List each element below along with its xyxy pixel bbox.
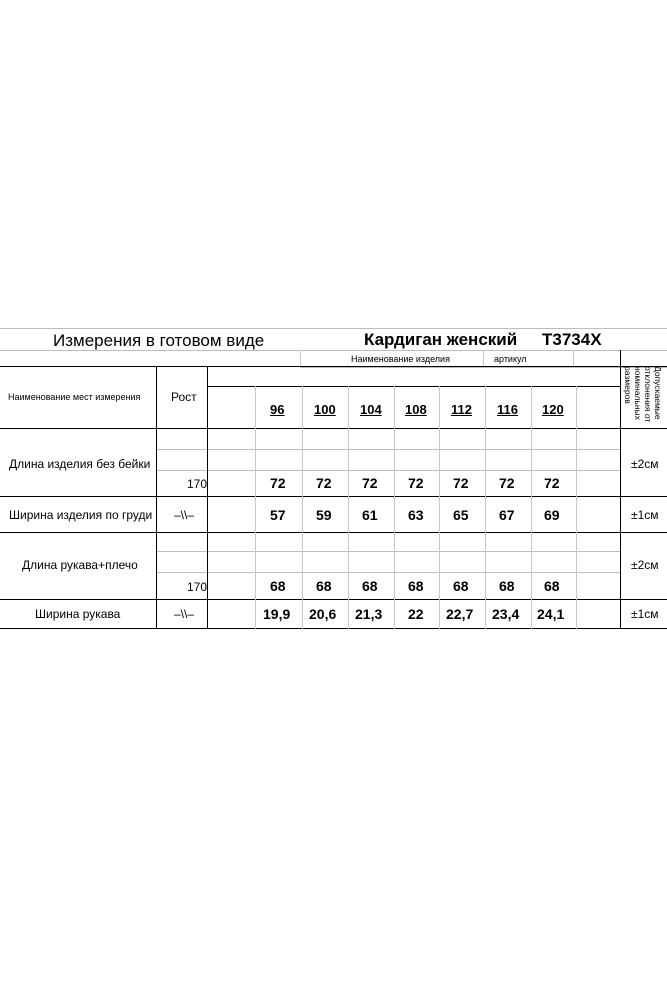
row-label: Длина изделия без бейки	[9, 457, 151, 471]
table-border	[0, 496, 667, 497]
value-cell: 24,1	[537, 606, 565, 622]
tolerance-cell: ±1см	[631, 607, 659, 621]
size-header: 100	[314, 402, 336, 417]
value-cell: 68	[408, 578, 424, 594]
table-border	[0, 366, 667, 367]
value-cell: 72	[544, 475, 560, 491]
size-header: 104	[360, 402, 382, 417]
height-cell: –\\–	[174, 607, 195, 621]
value-cell: 22,7	[446, 606, 474, 622]
size-header: 108	[405, 402, 427, 417]
tolerance-cell: ±1см	[631, 508, 659, 522]
value-cell: 72	[453, 475, 469, 491]
value-cell: 23,4	[492, 606, 520, 622]
column-header-measure: Наименование мест измерения	[8, 392, 141, 402]
article-code: Т3734Х	[542, 330, 602, 349]
table-border	[207, 386, 620, 387]
value-cell: 20,6	[309, 606, 337, 622]
sheet-title: Измерения в готовом виде	[53, 331, 265, 350]
value-cell: 65	[453, 507, 469, 523]
tolerance-cell: ±2см	[631, 558, 659, 572]
table-border	[620, 350, 621, 629]
table-border	[157, 572, 620, 573]
value-cell: 72	[270, 475, 286, 491]
table-border	[302, 386, 303, 629]
tolerance-cell: ±2см	[631, 457, 659, 471]
table-border	[0, 599, 667, 600]
table-border	[156, 366, 157, 629]
product-name-caption: Наименование изделия	[351, 354, 450, 364]
height-cell: 170	[187, 477, 208, 491]
value-cell: 59	[316, 507, 332, 523]
height-cell: 170	[187, 580, 208, 594]
value-cell: 68	[270, 578, 286, 594]
table-border	[348, 386, 349, 629]
value-cell: 22	[408, 606, 424, 622]
table-border	[0, 532, 667, 533]
height-cell: –\\–	[174, 508, 195, 522]
value-cell: 68	[544, 578, 560, 594]
product-name: Кардиган женский	[364, 330, 518, 349]
value-cell: 57	[270, 507, 286, 523]
value-cell: 21,3	[355, 606, 383, 622]
table-border	[0, 428, 667, 429]
size-header: 120	[542, 402, 564, 417]
value-cell: 72	[408, 475, 424, 491]
grid-line	[0, 328, 667, 329]
value-cell: 69	[544, 507, 560, 523]
table-border	[255, 386, 256, 629]
grid-line	[573, 350, 574, 367]
row-label: Ширина изделия по груди	[9, 508, 153, 522]
value-cell: 72	[499, 475, 515, 491]
value-cell: 72	[362, 475, 378, 491]
value-cell: 19,9	[263, 606, 291, 622]
value-cell: 68	[316, 578, 332, 594]
table-border	[0, 628, 667, 629]
value-cell: 72	[316, 475, 332, 491]
column-header-height: Рост	[171, 390, 197, 404]
row-label: Длина рукава+плечо	[22, 558, 138, 572]
size-header: 112	[451, 402, 472, 417]
row-label: Ширина рукава	[35, 607, 121, 621]
column-header-tolerance: Допускаемые отклонения от номинальных размеров	[623, 366, 663, 423]
table-border	[157, 470, 620, 471]
value-cell: 61	[362, 507, 378, 523]
value-cell: 68	[499, 578, 515, 594]
table-border	[394, 386, 395, 629]
table-border	[485, 386, 486, 629]
table-border	[157, 551, 620, 552]
grid-line	[300, 350, 301, 367]
table-border	[157, 449, 620, 450]
article-caption: артикул	[494, 354, 527, 364]
grid-line	[300, 367, 667, 368]
table-border	[439, 386, 440, 629]
grid-line	[483, 350, 484, 367]
size-header: 116	[497, 402, 518, 417]
value-cell: 68	[453, 578, 469, 594]
value-cell: 68	[362, 578, 378, 594]
size-header: 96	[270, 402, 285, 417]
table-border	[576, 386, 577, 629]
value-cell: 63	[408, 507, 424, 523]
table-border	[531, 386, 532, 629]
table-border	[207, 366, 208, 629]
value-cell: 67	[499, 507, 515, 523]
